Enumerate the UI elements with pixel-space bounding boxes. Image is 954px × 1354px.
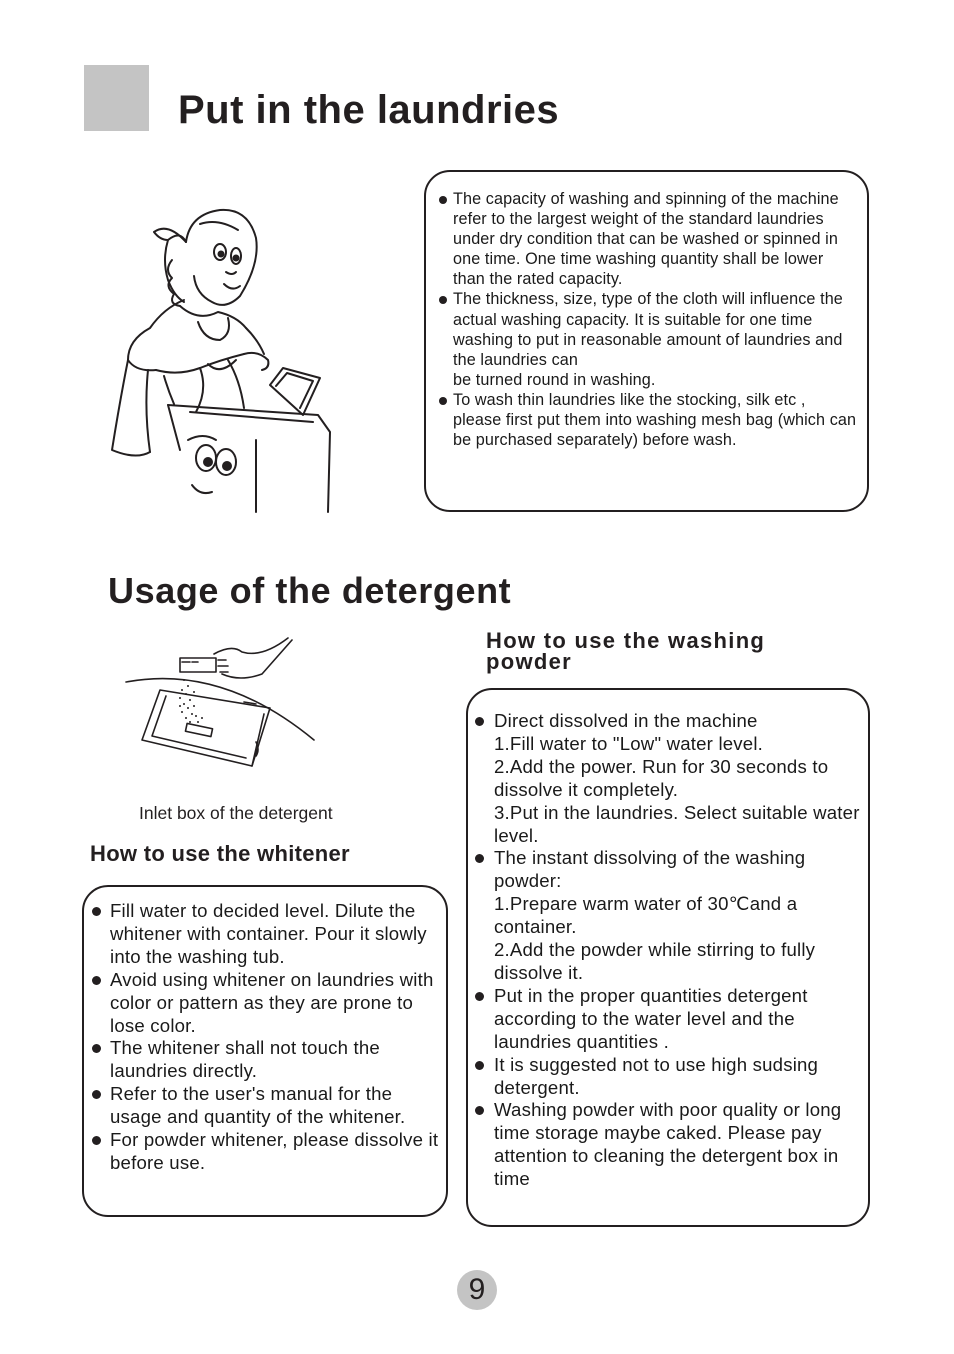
bullet-item: The capacity of washing and spinning of the machine refer to the largest weight of the standard laundries under dry condition that can be washed or spinned in one time. One time washing quantity shall be lower than the rated capacity. — [453, 189, 858, 289]
section-title-detergent: Usage of the detergent — [108, 570, 512, 611]
bullet-item: For powder whitener, please dissolve it before use. — [110, 1129, 445, 1175]
section-title-laundries: Put in the laundries — [178, 88, 560, 132]
bullet-item: It is suggested not to use high sudsing detergent. — [494, 1054, 866, 1100]
washing-powder-bullet-list — [494, 710, 866, 1191]
bullet-item: Avoid using whitener on laundries with color or pattern as they are prone to lose color. — [110, 969, 445, 1038]
bullet-item: The thickness, size, type of the cloth will influence the actual washing capacity. It is suitable for one time washing to put in reasonable amount of laundries and the laundries can be turned round in washing. — [453, 289, 858, 389]
bullet-item: The instant dissolving of the washing powder: 1.Prepare warm water of 30℃and a container. 2.Add the powder while stirring to fully dissolve it. — [494, 847, 866, 984]
section-marker — [84, 65, 149, 131]
whitener-bullet-list — [110, 900, 445, 1175]
bullet-item: Fill water to decided level. Dilute the whitener with container. Pour it slowly into the washing tub. — [110, 900, 445, 969]
laundries-bullet-list — [453, 189, 858, 450]
whitener-heading: How to use the whitener — [90, 841, 350, 866]
woman-loading-washer-illustration — [108, 200, 338, 518]
detergent-box-caption: Inlet box of the detergent — [139, 803, 333, 823]
bullet-item: Direct dissolved in the machine 1.Fill water to "Low" water level. 2.Add the power. Run for 30 seconds to dissolve it completely. 3.Put in the laundries. Select suitable water level. — [494, 710, 866, 847]
bullet-item: The whitener shall not touch the laundries directly. — [110, 1037, 445, 1083]
washing-powder-heading: How to use the washing powder — [486, 628, 766, 674]
bullet-item: Washing powder with poor quality or long time storage maybe caked. Please pay attention to cleaning the detergent box in time — [494, 1099, 866, 1191]
page-number: 9 — [468, 1273, 486, 1306]
bullet-item: Put in the proper quantities detergent according to the water level and the laundries quantities . — [494, 985, 866, 1054]
bullet-item: Refer to the user's manual for the usage and quantity of the whitener. — [110, 1083, 445, 1129]
bullet-item: To wash thin laundries like the stocking, silk etc , please first put them into washing mesh bag (which can be purchased separately) before wash. — [453, 390, 857, 450]
detergent-inlet-box-illustration — [122, 630, 318, 770]
